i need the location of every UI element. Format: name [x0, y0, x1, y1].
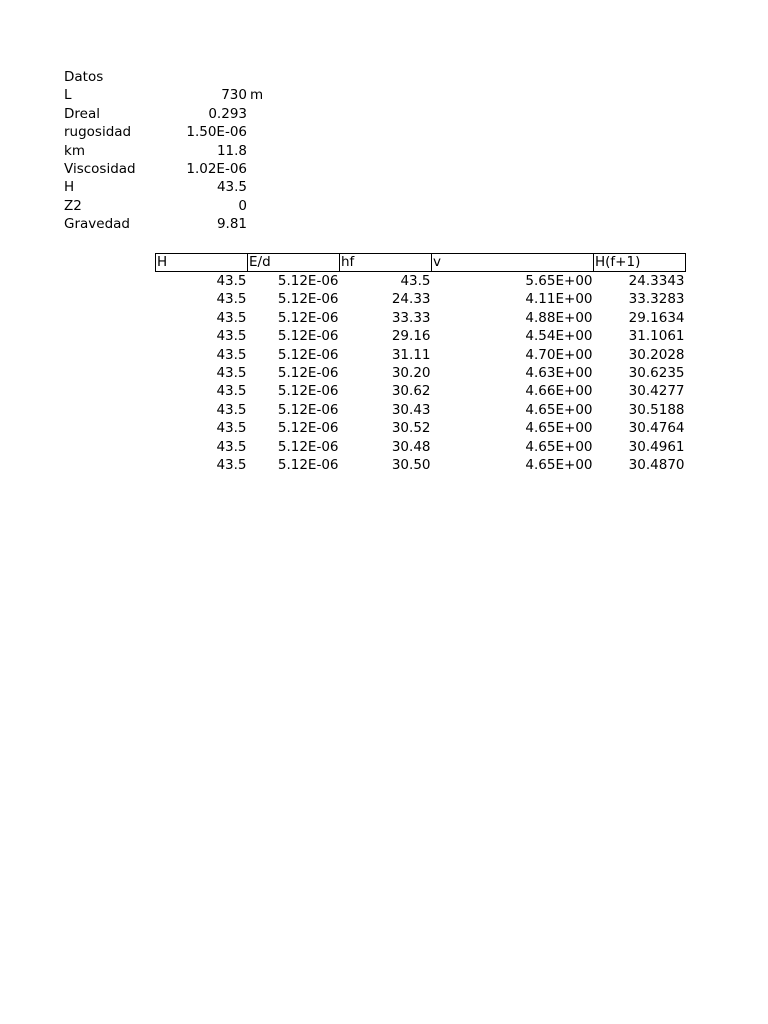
- table-row: [156, 438, 686, 456]
- cell-e-d: 5.12E-06: [277, 346, 339, 363]
- param-unit: [247, 105, 250, 123]
- header-e-d: E/d: [248, 254, 340, 272]
- table-row: [156, 272, 686, 291]
- table-body: [156, 272, 686, 475]
- datos-title: Datos: [64, 69, 104, 85]
- cell-hf: 24.33: [391, 291, 431, 308]
- cell-h: 43.5: [216, 346, 247, 363]
- param-label: H: [64, 179, 75, 196]
- cell-v: 4.66E+00: [525, 383, 593, 400]
- cell-h: 43.5: [216, 309, 247, 326]
- param-unit: [247, 160, 250, 178]
- param-label: km: [64, 142, 85, 159]
- cell-h-f1: 24.3343: [628, 273, 685, 289]
- cell-h-f1: 30.5188: [628, 401, 685, 418]
- cell-hf: 30.62: [391, 383, 431, 400]
- param-label: Viscosidad: [64, 160, 136, 177]
- param-value: 0.293: [208, 105, 247, 122]
- cell-h: 43.5: [216, 328, 247, 345]
- param-unit: [247, 197, 250, 215]
- param-label: Gravedad: [64, 216, 130, 233]
- param-label: Z2: [64, 197, 82, 214]
- param-value: 1.50E-06: [186, 124, 247, 141]
- table-row: [156, 290, 686, 308]
- cell-h-f1: 33.3283: [628, 291, 685, 308]
- table-row: [156, 327, 686, 345]
- table-row: [156, 309, 686, 327]
- cell-h-f1: 30.2028: [628, 346, 685, 363]
- cell-v: 4.88E+00: [525, 309, 593, 326]
- param-value: 43.5: [216, 179, 247, 196]
- cell-hf: 30.50: [391, 457, 431, 474]
- cell-hf: 31.11: [391, 346, 431, 363]
- table-row: [156, 419, 686, 437]
- cell-v: 4.65E+00: [525, 457, 593, 474]
- header-h: H: [156, 254, 248, 272]
- param-value: 1.02E-06: [186, 160, 247, 177]
- table-header-row: [156, 254, 686, 272]
- iteration-table: [155, 253, 686, 474]
- cell-h-f1: 30.4277: [628, 383, 685, 400]
- param-row: [64, 86, 263, 104]
- param-unit: [247, 142, 250, 160]
- cell-e-d: 5.12E-06: [277, 401, 339, 418]
- cell-hf: 43.5: [400, 273, 431, 289]
- cell-h-f1: 29.1634: [628, 309, 685, 326]
- header-hf: hf: [340, 254, 432, 272]
- cell-hf: 30.48: [391, 438, 431, 455]
- table-row: [156, 364, 686, 382]
- param-list: [64, 86, 263, 233]
- cell-e-d: 5.12E-06: [277, 291, 339, 308]
- param-value: 730: [221, 87, 247, 104]
- cell-hf: 30.52: [391, 420, 431, 437]
- table-row: [156, 382, 686, 400]
- cell-h: 43.5: [216, 291, 247, 308]
- cell-v: 4.70E+00: [525, 346, 593, 363]
- cell-v: 4.11E+00: [525, 291, 593, 308]
- cell-h-f1: 30.4870: [628, 457, 685, 474]
- cell-e-d: 5.12E-06: [277, 420, 339, 437]
- param-row: [64, 142, 263, 160]
- param-unit: [247, 178, 250, 196]
- cell-e-d: 5.12E-06: [277, 328, 339, 345]
- datos-section: [64, 68, 263, 234]
- param-row: [64, 178, 263, 196]
- table-row: [156, 456, 686, 474]
- cell-e-d: 5.12E-06: [277, 309, 339, 326]
- cell-h-f1: 30.4961: [628, 438, 685, 455]
- cell-hf: 30.20: [391, 365, 431, 382]
- param-row: [64, 160, 263, 178]
- param-row: [64, 123, 263, 141]
- cell-v: 4.54E+00: [525, 328, 593, 345]
- table-row: [156, 401, 686, 419]
- cell-h: 43.5: [216, 365, 247, 382]
- cell-v: 4.65E+00: [525, 420, 593, 437]
- cell-v: 4.65E+00: [525, 401, 593, 418]
- param-row: [64, 215, 263, 233]
- cell-e-d: 5.12E-06: [277, 457, 339, 474]
- param-label: rugosidad: [64, 124, 132, 141]
- cell-h: 43.5: [216, 457, 247, 474]
- param-row: [64, 105, 263, 123]
- cell-h-f1: 30.4764: [628, 420, 685, 437]
- cell-h-f1: 30.6235: [628, 365, 685, 382]
- param-value: 11.8: [216, 142, 247, 159]
- param-value: 9.81: [216, 216, 247, 233]
- cell-v: 4.65E+00: [525, 438, 593, 455]
- table-row: [156, 346, 686, 364]
- cell-hf: 29.16: [391, 328, 431, 345]
- param-unit: [247, 215, 250, 233]
- cell-h: 43.5: [216, 420, 247, 437]
- cell-e-d: 5.12E-06: [277, 383, 339, 400]
- param-row: [64, 197, 263, 215]
- cell-h: 43.5: [216, 273, 247, 289]
- cell-e-d: 5.12E-06: [277, 273, 339, 289]
- param-unit: m: [250, 87, 264, 104]
- param-label: Dreal: [64, 105, 100, 122]
- header-v: v: [432, 254, 594, 272]
- param-unit: [247, 123, 250, 141]
- cell-h: 43.5: [216, 438, 247, 455]
- cell-v: 5.65E+00: [525, 273, 593, 289]
- cell-hf: 30.43: [391, 401, 431, 418]
- cell-e-d: 5.12E-06: [277, 365, 339, 382]
- cell-v: 4.63E+00: [525, 365, 593, 382]
- cell-h-f1: 31.1061: [628, 328, 685, 345]
- param-value: 0: [238, 197, 247, 214]
- cell-h: 43.5: [216, 383, 247, 400]
- cell-h: 43.5: [216, 401, 247, 418]
- cell-e-d: 5.12E-06: [277, 438, 339, 455]
- cell-hf: 33.33: [391, 309, 431, 326]
- header-h-f1: H(f+1): [594, 254, 686, 272]
- param-label: L: [64, 87, 72, 104]
